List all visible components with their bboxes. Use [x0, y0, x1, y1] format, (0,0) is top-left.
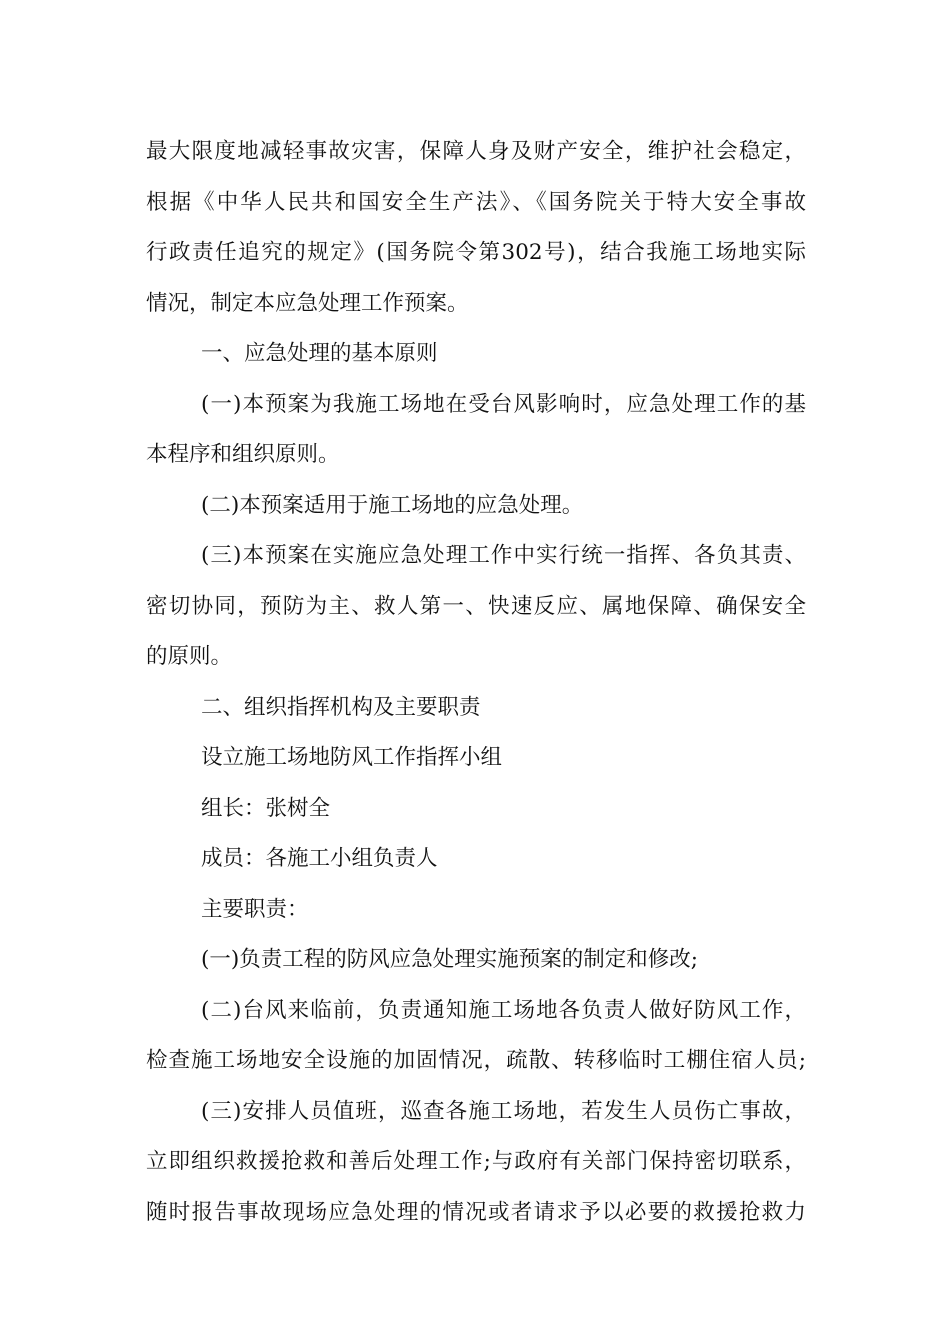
- paragraph-line: 本程序和组织原则。: [146, 442, 340, 467]
- section-heading-1: 一、应急处理的基本原则: [201, 341, 438, 366]
- paragraph-line: (三)安排人员值班，巡查各施工场地，若发生人员伤亡事故，: [201, 1098, 806, 1124]
- paragraph-line: 根据《中华人民共和国安全生产法》、《国务院关于特大安全事故: [146, 189, 806, 215]
- document-body: [146, 127, 806, 1238]
- section-heading-2: 二、组织指挥机构及主要职责: [201, 694, 481, 720]
- paragraph-line: 随时报告事故现场应急处理的情况或者请求予以必要的救援抢救力: [146, 1199, 806, 1225]
- paragraph-line: (一)本预案为我施工场地在受台风影响时，应急处理工作的基: [201, 391, 806, 417]
- paragraph-line: (三)本预案在实施应急处理工作中实行统一指挥、各负其责、: [201, 543, 806, 568]
- team-leader-line: 组长：张树全: [201, 795, 331, 821]
- paragraph-line: 行政责任追究的规定》(国务院令第302号)，结合我施工场地实际: [146, 240, 806, 265]
- paragraph-line: 的原则。: [146, 644, 233, 669]
- paragraph-line: (二)台风来临前，负责通知施工场地各负责人做好防风工作，: [201, 997, 806, 1023]
- paragraph-line: 密切协同，预防为主、救人第一、快速反应、属地保障、确保安全: [146, 593, 806, 619]
- paragraph-line: 设立施工场地防风工作指挥小组: [201, 745, 503, 770]
- paragraph-line: 情况，制定本应急处理工作预案。: [146, 290, 469, 316]
- paragraph-line: 立即组织救援抢救和善后处理工作;与政府有关部门保持密切联系，: [146, 1149, 806, 1174]
- duties-heading: 主要职责：: [201, 896, 309, 922]
- paragraph-line: 最大限度地减轻事故灾害，保障人身及财产安全，维护社会稳定，: [146, 139, 806, 164]
- team-members-line: 成员：各施工小组负责人: [201, 846, 438, 871]
- paragraph-line: 检查施工场地安全设施的加固情况，疏散、转移临时工棚住宿人员;: [146, 1048, 806, 1073]
- paragraph-line: (二)本预案适用于施工场地的应急处理。: [201, 492, 584, 518]
- paragraph-line: (一)负责工程的防风应急处理实施预案的制定和修改;: [201, 947, 699, 972]
